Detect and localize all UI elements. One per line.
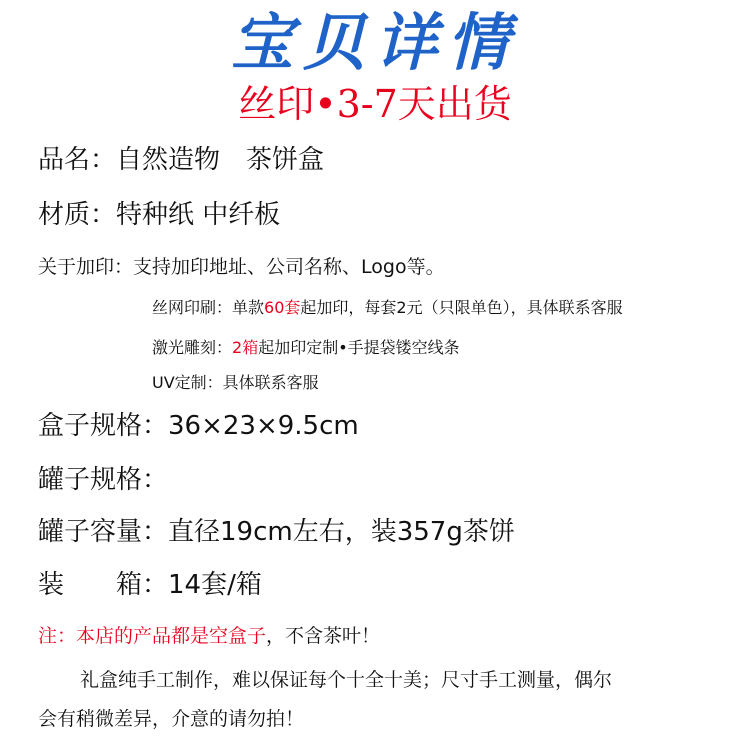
printing-label: 关于加印： bbox=[38, 256, 134, 278]
box-spec-row bbox=[38, 409, 359, 443]
shipping-subtitle: 丝印•3-7天出货 bbox=[238, 82, 512, 126]
laser-post: 起加印定制•手提袋镂空线条 bbox=[258, 338, 460, 357]
note-rest: ，不含茶叶！ bbox=[266, 625, 381, 647]
jar-capacity-value: 直径19cm左右，装357g茶饼 bbox=[168, 517, 515, 547]
packing-row bbox=[38, 568, 262, 602]
note-paragraph-line-1: 礼盒纯手工制作，难以保证每个十全十美；尺寸手工测量，偶尔 bbox=[80, 669, 613, 691]
product-name-value: 自然造物 茶饼盒 bbox=[116, 145, 325, 175]
silkscreen-pre: 丝网印刷：单款 bbox=[152, 298, 265, 317]
jar-capacity-row bbox=[38, 515, 515, 549]
laser-min-qty: 2箱 bbox=[232, 338, 259, 357]
uv-row: UV定制：具体联系客服 bbox=[152, 373, 319, 392]
silkscreen-post: 起加印，每套2元（只限单色），具体联系客服 bbox=[300, 298, 623, 317]
material-value: 特种纸 中纤板 bbox=[116, 200, 281, 230]
jar-spec-row bbox=[38, 463, 168, 497]
material-row bbox=[38, 198, 280, 232]
laser-pre: 激光雕刻： bbox=[152, 338, 233, 357]
jar-spec-label: 罐子规格： bbox=[38, 465, 169, 495]
jar-capacity-label: 罐子容量： bbox=[38, 517, 169, 547]
note-row bbox=[38, 623, 380, 649]
box-spec-label: 盒子规格： bbox=[38, 411, 169, 441]
silkscreen-row bbox=[152, 297, 623, 319]
note-paragraph-line-2: 会有稍微差异，介意的请勿拍！ bbox=[38, 708, 305, 730]
product-name-label: 品名： bbox=[38, 145, 117, 175]
material-label: 材质： bbox=[38, 200, 117, 230]
silkscreen-min-qty: 60套 bbox=[264, 298, 301, 317]
packing-value: 14套/箱 bbox=[168, 570, 262, 600]
page-title: 宝贝详情 bbox=[230, 6, 519, 79]
printing-value: 支持加印地址、公司名称、Logo等。 bbox=[133, 256, 445, 278]
product-name-row bbox=[38, 143, 324, 177]
box-spec-value: 36×23×9.5cm bbox=[168, 411, 359, 441]
packing-label: 装 箱： bbox=[38, 570, 169, 600]
laser-row bbox=[152, 337, 460, 359]
printing-row bbox=[38, 254, 445, 280]
note-warning: 注：本店的产品都是空盒子 bbox=[38, 625, 267, 647]
